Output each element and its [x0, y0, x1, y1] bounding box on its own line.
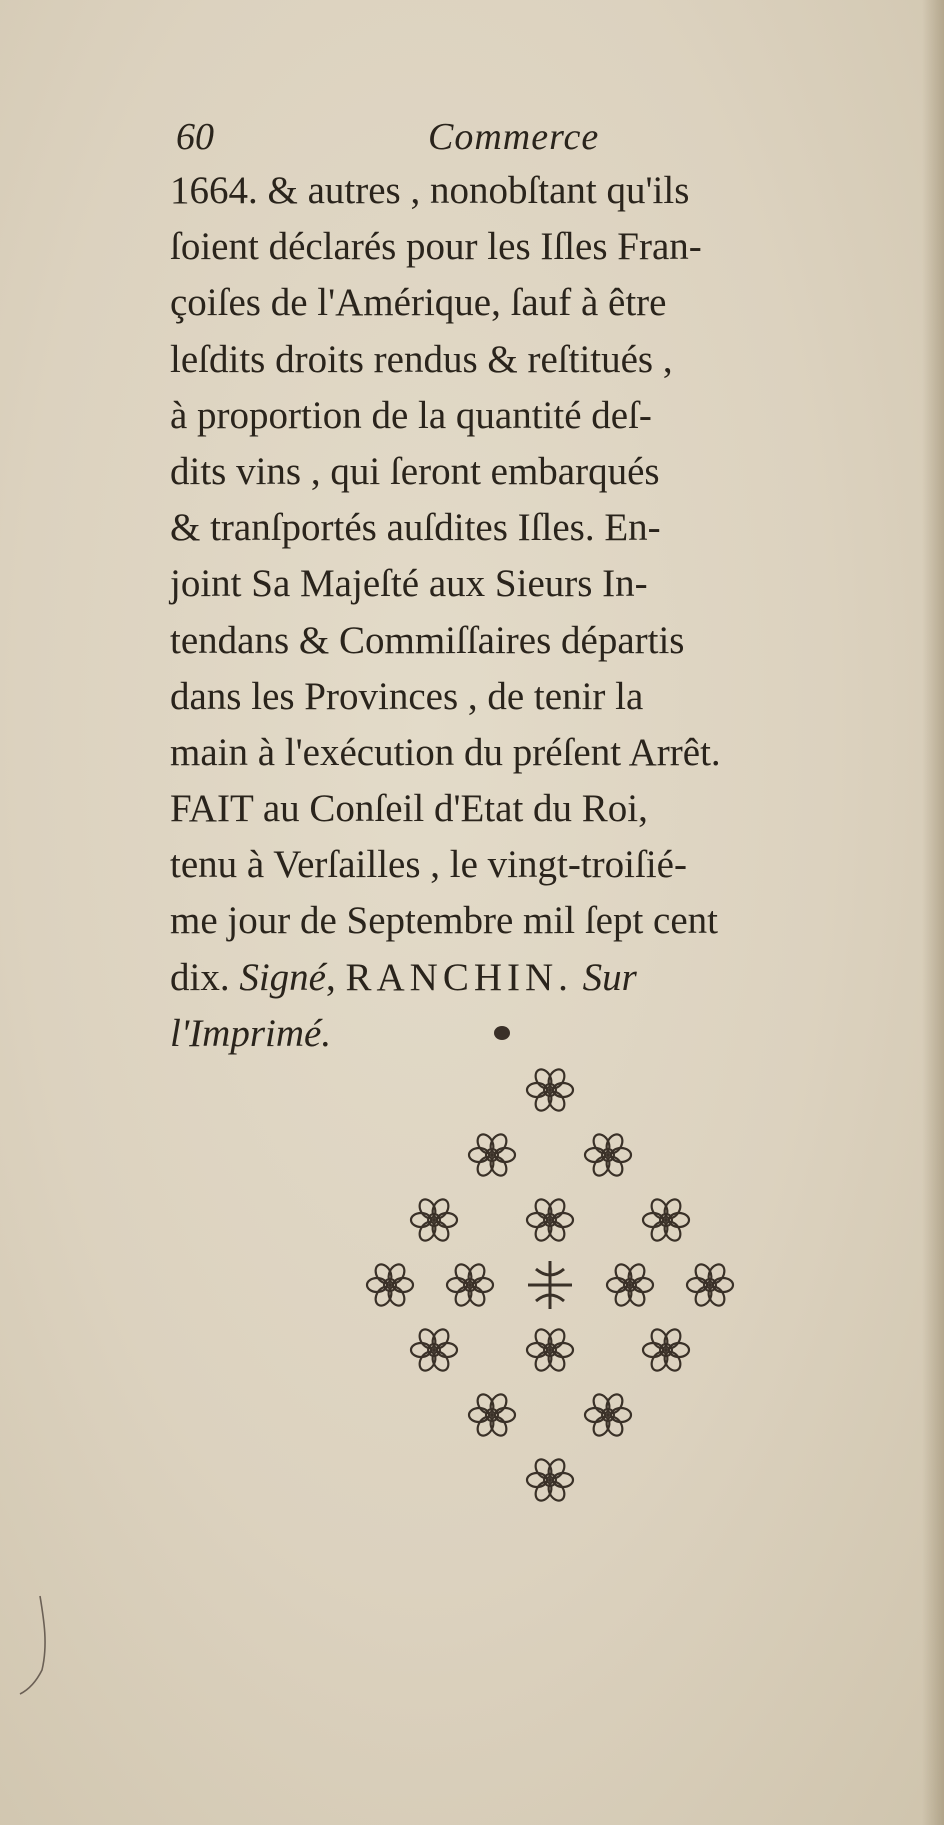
text-line: leſdits droits rendus & reſtitués ,	[170, 337, 673, 381]
rosette-flower-icon	[585, 1392, 631, 1439]
signatory-name: RANCHIN.	[345, 955, 573, 999]
closing-dix: dix.	[170, 955, 230, 999]
rosette-flower-icon	[527, 1197, 573, 1244]
rosette-flower-icon	[687, 1262, 733, 1309]
text-line: joint Sa Majeſté aux Sieurs In-	[170, 562, 648, 606]
rosette-flower-icon	[367, 1262, 413, 1309]
text-line: me jour de Septembre mil ſept cent	[170, 899, 718, 943]
rosette-flower-icon	[585, 1132, 631, 1179]
text-line: ſoient déclarés pour les Iſles Fran-	[170, 225, 702, 269]
rosette-flower-icon	[527, 1067, 573, 1114]
text-line: dans les Provinces , de tenir la	[170, 674, 644, 718]
ink-speck	[494, 1026, 510, 1040]
text-line: çoiſes de l'Amérique, ſauf à être	[170, 281, 667, 325]
fleuron-cross-icon	[528, 1261, 572, 1309]
rosette-flower-icon	[411, 1327, 457, 1374]
rosette-flower-icon	[527, 1327, 573, 1374]
margin-pencil-mark	[14, 1590, 54, 1700]
rosette-flower-icon	[411, 1197, 457, 1244]
rosette-flower-icon	[469, 1132, 515, 1179]
closing-signe: Signé	[239, 955, 326, 999]
rosette-flower-icon	[607, 1262, 653, 1309]
closing-imprime: l'Imprimé.	[170, 1011, 332, 1055]
rosette-flower-icon	[643, 1197, 689, 1244]
text-line: tenu à Verſailles , le vingt-troiſié-	[170, 843, 687, 887]
text-line: tendans & Commiſſaires départis	[170, 618, 685, 662]
closing-sur: Sur	[582, 955, 637, 999]
page-gutter-shadow	[922, 0, 944, 1825]
text-line: dits vins , qui ſeront embarqués	[170, 449, 660, 493]
rosette-flower-icon	[527, 1457, 573, 1504]
typographic-ornament	[340, 1050, 760, 1520]
rosette-flower-icon	[469, 1392, 515, 1439]
running-head: Commerce	[428, 116, 600, 158]
rosette-flower-icon	[643, 1327, 689, 1374]
text-line: FAIT au Conſeil d'Etat du Roi,	[170, 787, 648, 831]
text-line: & tranſportés auſdites Iſles. En-	[170, 506, 661, 550]
rosette-flower-icon	[447, 1262, 493, 1309]
closing-comma: ,	[326, 955, 336, 999]
text-line: main à l'exécution du préſent Arrêt.	[170, 730, 721, 774]
body-text	[170, 163, 920, 1062]
text-line-signature	[170, 950, 920, 1006]
page-number: 60	[176, 116, 214, 158]
text-line: 1664. & autres , nonobſtant qu'ils	[170, 169, 690, 212]
text-line: à proportion de la quantité deſ-	[170, 393, 652, 437]
page-header	[176, 112, 696, 162]
